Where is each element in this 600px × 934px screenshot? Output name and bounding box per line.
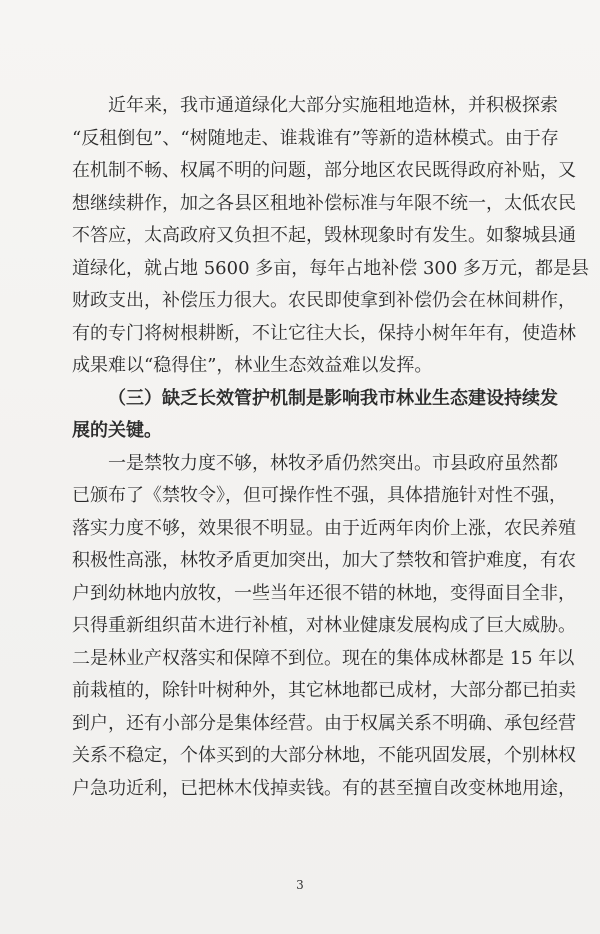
paragraph-line: 户到幼林地内放牧，一些当年还很不错的林地，变得面目全非， — [72, 582, 576, 604]
body-text — [72, 90, 590, 805]
section-heading-line: （三）缺乏长效管护机制是影响我市林业生态建设持续发 — [108, 387, 558, 409]
paragraph-line: 有的专门将树根耕断，不让它往大长，保持小树年年有，使造林 — [72, 322, 576, 344]
paragraph-line: 到户，还有小部分是集体经营。由于权属关系不明确、承包经营 — [72, 712, 576, 734]
paragraph-line: 前栽植的，除针叶树种外，其它林地都已成材，大部分都已拍卖 — [72, 680, 576, 701]
page-number: 3 — [296, 878, 304, 892]
section-heading-line: 展的关键。 — [72, 420, 162, 441]
paragraph-line: 已颁布了《禁牧令》，但可操作性不强，具体措施针对性不强， — [72, 485, 567, 506]
paragraph-line: 二是林业产权落实和保障不到位。现在的集体成林都是 15 年以 — [72, 647, 575, 669]
paragraph-line: 积极性高涨，林牧矛盾更加突出，加大了禁牧和管护难度，有农 — [72, 550, 576, 571]
paragraph-line: 道绿化，就占地 5600 多亩，每年占地补偿 300 多万元，都是县 — [72, 257, 590, 279]
paragraph-line: 近年来，我市通道绿化大部分实施租地造林，并积极探索 — [108, 95, 558, 116]
paragraph-line: 关系不稳定，个体买到的大部分林地，不能巩固发展，个别林权 — [72, 745, 576, 766]
paragraph-line: 想继续耕作，加之各县区租地补偿标准与年限不统一，太低农民 — [72, 192, 576, 214]
paragraph-line: 成果难以“稳得住”，林业生态效益难以发挥。 — [72, 355, 433, 376]
paragraph-line: 只得重新组织苗木进行补植，对林业健康发展构成了巨大威胁。 — [72, 615, 576, 636]
paragraph-line: 落实力度不够，效果很不明显。由于近两年肉价上涨，农民养殖 — [72, 517, 576, 539]
paragraph-line: 在机制不畅、权属不明的问题，部分地区农民既得政府补贴，又 — [72, 160, 576, 181]
paragraph-line: 财政支出，补偿压力很大。农民即使拿到补偿仍会在林间耕作， — [72, 290, 576, 311]
paragraph-line: 户急功近利，已把林木伐掉卖钱。有的甚至擅自改变林地用途， — [72, 777, 576, 799]
paragraph-line: “反租倒包”、“树随地走、谁栽谁有”等新的造林模式。由于存 — [72, 127, 559, 149]
paragraph-line: 不答应，太高政府又负担不起，毁林现象时有发生。如黎城县通 — [72, 225, 576, 246]
paragraph-line: 一是禁牧力度不够，林牧矛盾仍然突出。市县政府虽然都 — [108, 452, 558, 474]
